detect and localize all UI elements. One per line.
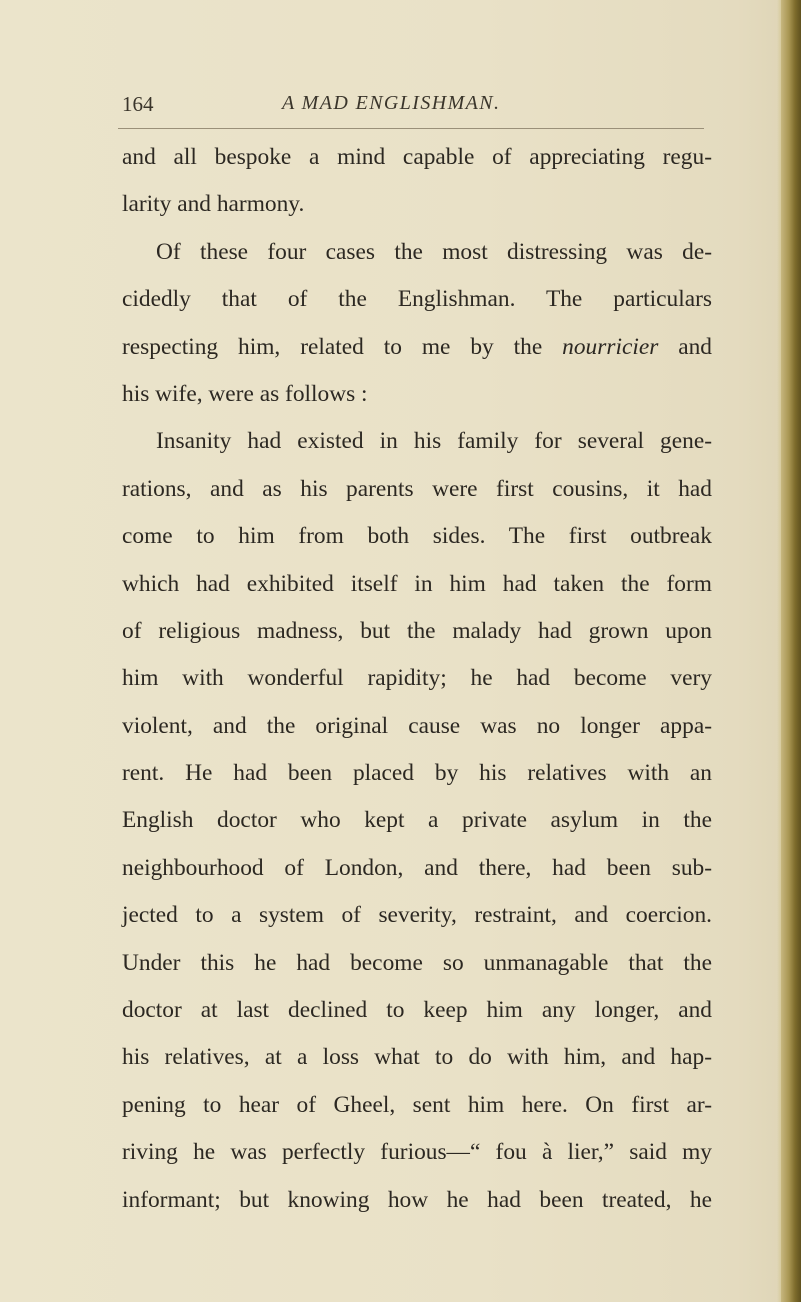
text-line: and all bespoke a mind capable of appreciating regu-	[122, 144, 712, 170]
text-line: his relatives, at a loss what to do with him, and hap-	[122, 1044, 712, 1071]
text-line: informant; but knowing how he had been treated, he	[122, 1186, 712, 1213]
running-title: A MAD ENGLISHMAN.	[282, 92, 501, 114]
text-line: respecting him, related to me by the nourricier and	[122, 333, 713, 360]
text-line: neighbourhood of London, and there, had been sub-	[122, 854, 712, 881]
text-line: Under this he had become so unmanagable that the	[122, 949, 712, 976]
text-line: him with wonderful rapidity; he had become very	[122, 665, 712, 692]
header-rule	[118, 128, 704, 129]
text-line: pening to hear of Gheel, sent him here. On first ar-	[122, 1091, 712, 1118]
text-line: rations, and as his parents were first cousins, it had	[122, 475, 712, 502]
page-header	[122, 90, 702, 120]
body-text	[122, 134, 712, 1224]
page-number: 164	[122, 92, 154, 116]
text-line: Insanity had existed in his family for several gene-	[156, 428, 712, 455]
text-line: rent. He had been placed by his relatives with an	[122, 760, 712, 787]
text-line: violent, and the original cause was no longer appa-	[122, 712, 712, 739]
text-line: cidedly that of the Englishman. The particulars	[122, 286, 712, 313]
text-line: Of these four cases the most distressing was de-	[156, 238, 712, 265]
text-line: which had exhibited itself in him had taken the form	[122, 570, 712, 597]
text-line: of religious madness, but the malady had grown upon	[122, 617, 712, 644]
text-line: come to him from both sides. The first outbreak	[122, 523, 712, 550]
book-binding-edge	[781, 0, 801, 1302]
text-line: English doctor who kept a private asylum in the	[122, 807, 712, 834]
text-line: riving he was perfectly furious—“ fou à lier,” said my	[122, 1139, 712, 1166]
text-line: doctor at last declined to keep him any longer, and	[122, 997, 712, 1024]
text-line: jected to a system of severity, restraint, and coercion.	[122, 902, 712, 929]
text-line: his wife, were as follows :	[122, 380, 368, 407]
italic-word: nourricier	[562, 333, 659, 360]
text-line: larity and harmony.	[122, 191, 305, 218]
